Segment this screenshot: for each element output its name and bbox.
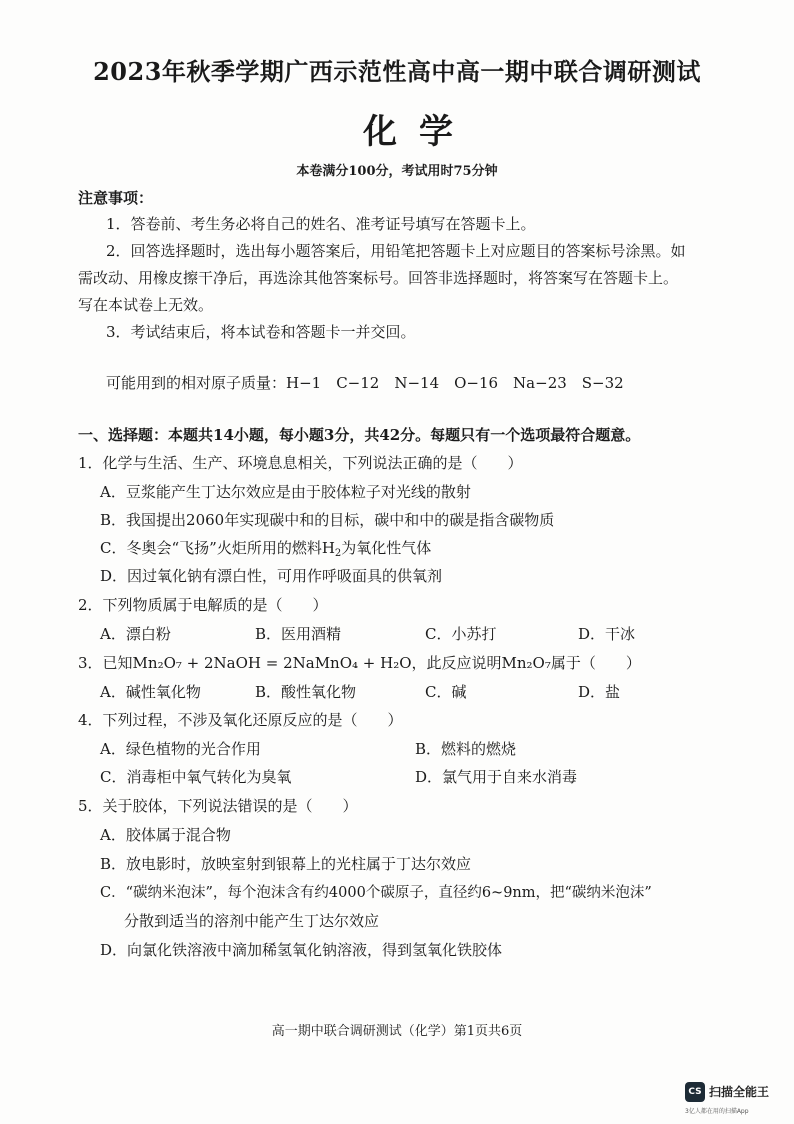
subscript: 2	[334, 548, 342, 559]
question-1-option-c	[100, 538, 431, 564]
notice-item-1: 1．答卷前、考生务必将自己的姓名、准考证号填写在答题卡上。	[106, 215, 536, 233]
notice-heading: 注意事项：	[78, 189, 154, 207]
scanner-app-name: 扫描全能王	[709, 1085, 770, 1099]
question-5-stem: 5．关于胶体，下列说法错误的是（ ）	[78, 797, 358, 815]
exam-info: 本卷满分100分，考试用时75分钟	[296, 164, 498, 179]
question-3-stem: 3．已知Mn₂O₇ + 2NaOH = 2NaMnO₄ + H₂O，此反应说明Mn₂O₇属于（ ）	[78, 654, 641, 672]
question-4-option-d: D．氯气用于自来水消毒	[415, 768, 578, 786]
question-5-option-c-line-2: 分散到适当的溶剂中能产生丁达尔效应	[124, 912, 380, 930]
question-1-option-d: D．因过氧化钠有漂白性，可用作呼吸面具的供氧剂	[100, 567, 443, 585]
question-2-stem: 2．下列物质属于电解质的是（ ）	[78, 596, 328, 614]
page-footer: 高一期中联合调研测试（化学）第1页共6页	[271, 1024, 523, 1039]
question-1-stem: 1．化学与生活、生产、环境息息相关，下列说法正确的是（ ）	[78, 454, 523, 472]
question-4-option-c: C．消毒柜中氧气转化为臭氧	[100, 768, 292, 786]
question-1-option-a: A．豆浆能产生丁达尔效应是由于胶体粒子对光线的散射	[100, 483, 471, 501]
question-2-option-c: C．小苏打	[425, 625, 497, 643]
scanner-tagline: 3亿人都在用的扫描App	[685, 1108, 749, 1115]
notice-item-2-line-3: 写在本试卷上无效。	[78, 296, 214, 314]
question-4-option-b: B．燃料的燃烧	[415, 740, 517, 758]
question-4-option-a: A．绿色植物的光合作用	[100, 740, 261, 758]
question-2-option-a: A．漂白粉	[100, 625, 171, 643]
question-3-option-a: A．碱性氧化物	[100, 683, 201, 701]
question-5-option-b: B．放电影时，放映室射到银幕上的光柱属于丁达尔效应	[100, 855, 472, 873]
question-5-option-a: A．胶体属于混合物	[100, 826, 231, 844]
question-1-option-b: B．我国提出2060年实现碳中和的目标，碳中和中的碳是指含碳物质	[100, 511, 555, 529]
question-3-option-c: C．碱	[425, 683, 467, 701]
option-c-text-post: 为氧化性气体	[341, 539, 432, 557]
scanner-watermark	[685, 1082, 790, 1118]
notice-item-3: 3．考试结束后，将本试卷和答题卡一并交回。	[106, 323, 416, 341]
notice-item-2-line-2: 需改动、用橡皮擦干净后，再选涂其他答案标号。回答非选择题时，将答案写在答题卡上。	[78, 269, 679, 287]
question-3-option-b: B．酸性氧化物	[255, 683, 357, 701]
subject-title: 化学	[363, 112, 475, 152]
question-4-stem: 4．下列过程，不涉及氧化还原反应的是（ ）	[78, 711, 403, 729]
notice-item-2-line-1: 2．回答选择题时，选出每小题答案后，用铅笔把答题卡上对应题目的答案标号涂黑。如	[106, 242, 686, 260]
option-c-text-pre: C．冬奥会“飞扬”火炬所用的燃料H	[100, 539, 335, 557]
camscanner-logo-icon: CS	[685, 1082, 705, 1102]
section-1-heading: 一、选择题：本题共14小题，每小题3分，共42分。每题只有一个选项最符合题意。	[78, 426, 641, 444]
exam-title: 2023年秋季学期广西示范性高中高一期中联合调研测试	[93, 57, 701, 86]
question-3-option-d: D．盐	[578, 683, 621, 701]
atomic-masses: 可能用到的相对原子质量：H−1 C−12 N−14 O−16 Na−23 S−32	[106, 374, 624, 392]
question-2-option-d: D．干冰	[578, 625, 636, 643]
question-5-option-c-line-1: C．“碳纳米泡沫”，每个泡沫含有约4000个碳原子，直径约6~9nm，把“碳纳米泡沫”	[100, 885, 652, 901]
question-5-option-d: D．向氯化铁溶液中滴加稀氢氧化钠溶液，得到氢氧化铁胶体	[100, 941, 503, 959]
question-2-option-b: B．医用酒精	[255, 625, 342, 643]
